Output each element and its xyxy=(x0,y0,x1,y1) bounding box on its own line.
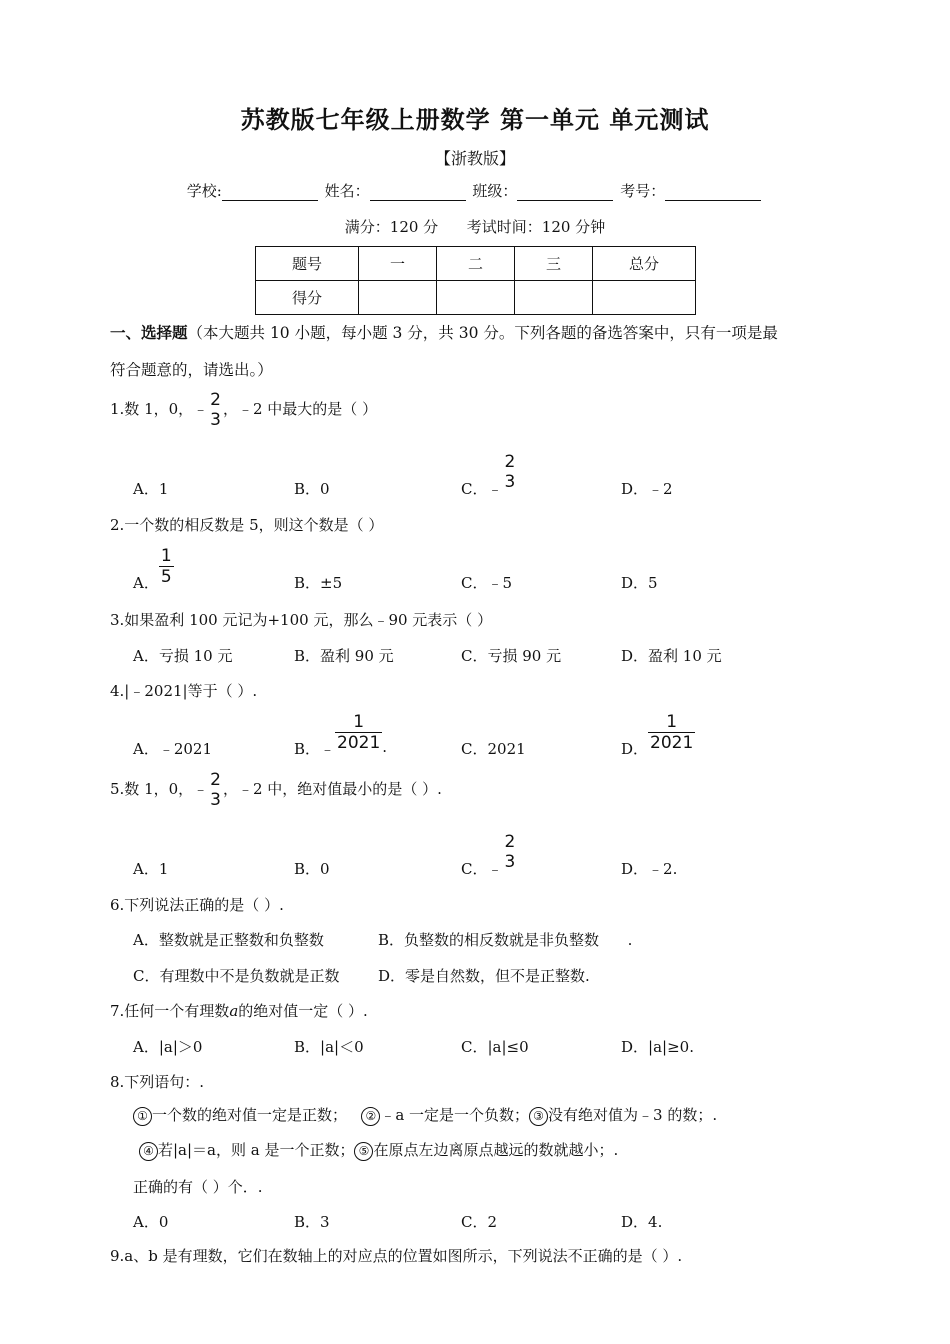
q6-option-c[interactable]: C．有理数中不是负数就是正数 xyxy=(133,967,340,985)
q8-option-d[interactable]: D．4. xyxy=(621,1213,663,1231)
q7-option-a[interactable]: A．|a|＞0 xyxy=(133,1038,203,1056)
class-blank[interactable] xyxy=(517,186,613,201)
q3-option-c[interactable]: C．亏损 90 元 xyxy=(461,647,562,665)
section-title: 一、选择题 xyxy=(110,324,188,342)
fraction-two-thirds: 2 3 xyxy=(210,770,221,810)
q1-option-c[interactable]: C．﹣ 2 3 xyxy=(461,452,516,498)
name-label: 姓名： xyxy=(324,182,370,200)
number-label: 考号： xyxy=(620,182,666,200)
question-5-stem xyxy=(110,770,442,810)
circled-5: ⑤ xyxy=(354,1142,373,1161)
q4-option-d[interactable]: D． $\frac{1}{2021}$ xyxy=(621,712,694,758)
circled-1: ① xyxy=(133,1107,152,1126)
q5-text: 5.数 1，0，﹣ xyxy=(110,780,209,798)
q4-option-c[interactable]: C．2021 xyxy=(461,740,526,758)
score-table-header: 题号 xyxy=(256,247,359,281)
score-cell[interactable] xyxy=(359,281,437,315)
q7-option-b[interactable]: B．|a|＜0 xyxy=(294,1038,364,1056)
section-heading xyxy=(110,321,778,343)
q5-option-d[interactable]: D．﹣2. xyxy=(621,860,678,878)
q4-option-b[interactable]: B．﹣ $\frac{1}{2021}$ . xyxy=(294,712,388,758)
page-title: 苏教版七年级上册数学 第一单元 单元测试 xyxy=(240,106,710,134)
circled-2: ② xyxy=(361,1107,380,1126)
score-table-header: 二 xyxy=(437,247,515,281)
q6-option-d[interactable]: D．零是自然数，但不是正整数. xyxy=(378,967,590,985)
circled-4: ④ xyxy=(139,1142,158,1161)
question-6-stem: 6.下列说法正确的是（ ）. xyxy=(110,896,284,914)
q7-text: 7.任何一个有理数 xyxy=(110,1002,230,1020)
q8-statement: 没有绝对值为﹣3 的数；. xyxy=(548,1106,718,1124)
fraction-one-fifth: $\frac{1}{5}$ xyxy=(160,546,172,587)
fraction-two-thirds: 2 3 xyxy=(210,390,221,430)
score-table xyxy=(255,246,696,315)
variable-a: a xyxy=(229,1002,239,1020)
q8-statement: 一个数的绝对值一定是正数； xyxy=(152,1106,348,1124)
circled-3: ③ xyxy=(529,1107,548,1126)
q2-option-d[interactable]: D．5 xyxy=(621,574,658,592)
q8-statement: 若|a|＝a，则 a 是一个正数； xyxy=(158,1141,355,1159)
question-9-stem: 9.a、b 是有理数，它们在数轴上的对应点的位置如图所示，下列说法不正确的是（ ）. xyxy=(110,1247,683,1265)
q8-count-line: 正确的有（ ）个．. xyxy=(133,1178,263,1196)
fraction-one-over-2021: $\frac{1}{2021}$ xyxy=(337,712,381,753)
q5-text: ，﹣2 中，绝对值最小的是（ ）. xyxy=(223,780,442,798)
q5-option-a[interactable]: A．1 xyxy=(133,860,169,878)
score-table-header: 一 xyxy=(359,247,437,281)
question-2-stem: 2.一个数的相反数是 5，则这个数是（ ） xyxy=(110,516,384,534)
q8-option-c[interactable]: C．2 xyxy=(461,1213,498,1231)
q5-option-b[interactable]: B．0 xyxy=(294,860,330,878)
section-desc-line2: 符合题意的，请选出。） xyxy=(110,361,273,379)
q8-option-a[interactable]: A．0 xyxy=(133,1213,169,1231)
q3-option-d[interactable]: D．盈利 10 元 xyxy=(621,647,722,665)
question-1-stem xyxy=(110,390,377,430)
q8-statements-line1 xyxy=(133,1104,717,1126)
q2-option-c[interactable]: C．﹣5 xyxy=(461,574,513,592)
question-3-stem: 3.如果盈利 100 元记为+100 元，那么﹣90 元表示（ ） xyxy=(110,611,493,629)
q6-option-a[interactable]: A．整数就是正整数和负整数 xyxy=(133,931,324,949)
score-table-header: 总分 xyxy=(593,247,696,281)
q3-option-b[interactable]: B．盈利 90 元 xyxy=(294,647,394,665)
q8-statements-line2 xyxy=(139,1139,618,1161)
score-table-header: 三 xyxy=(515,247,593,281)
score-cell[interactable] xyxy=(437,281,515,315)
question-4-stem: 4.|﹣2021|等于（ ）. xyxy=(110,682,258,700)
q7-text: 的绝对值一定（ ）. xyxy=(238,1002,368,1020)
score-table-header-row xyxy=(256,247,696,281)
school-label: 学校: xyxy=(186,182,222,200)
q1-text: ，﹣2 中最大的是（ ） xyxy=(223,400,378,418)
q8-option-b[interactable]: B．3 xyxy=(294,1213,330,1231)
school-blank[interactable] xyxy=(222,186,318,201)
name-blank[interactable] xyxy=(370,186,466,201)
section-desc: （本大题共 10 小题，每小题 3 分，共 30 分。下列各题的备选答案中，只有一项是最 xyxy=(187,324,778,342)
q6-option-b[interactable]: B．负整数的相反数就是非负整数 . xyxy=(378,931,633,949)
fraction-two-thirds: 2 3 xyxy=(504,832,516,872)
q4-option-a[interactable]: A．﹣2021 xyxy=(133,740,213,758)
q7-option-d[interactable]: D．|a|≥0. xyxy=(621,1038,694,1056)
number-blank[interactable] xyxy=(665,186,761,201)
q1-option-a[interactable]: A．1 xyxy=(133,480,169,498)
q8-statement: 在原点左边离原点越远的数就越小；. xyxy=(373,1141,619,1159)
q2-option-b[interactable]: B．±5 xyxy=(294,574,343,592)
q5-option-c[interactable]: C．﹣ 2 3 xyxy=(461,832,516,878)
score-row-label: 得分 xyxy=(256,281,359,315)
q2-option-a[interactable]: A． $\frac{1}{5}$ xyxy=(133,546,172,592)
q8-statement: ﹣a 一定是一个负数； xyxy=(380,1106,530,1124)
q1-option-d[interactable]: D．﹣2 xyxy=(621,480,673,498)
q1-option-b[interactable]: B．0 xyxy=(294,480,330,498)
fraction-one-over-2021: $\frac{1}{2021}$ xyxy=(650,712,694,753)
q1-text: 1.数 1，0，﹣ xyxy=(110,400,209,418)
score-time-line: 满分：120 分 考试时间：120 分钟 xyxy=(344,218,606,236)
q7-option-c[interactable]: C．|a|≤0 xyxy=(461,1038,529,1056)
q3-option-a[interactable]: A．亏损 10 元 xyxy=(133,647,233,665)
student-info-line xyxy=(0,180,950,201)
fraction-two-thirds: 2 3 xyxy=(504,452,516,492)
class-label: 班级： xyxy=(472,182,518,200)
score-cell[interactable] xyxy=(515,281,593,315)
score-cell[interactable] xyxy=(593,281,696,315)
question-7-stem xyxy=(110,1000,368,1021)
page-subtitle: 【浙教版】 xyxy=(434,149,515,168)
score-table-row xyxy=(256,281,696,315)
question-8-stem: 8.下列语句：. xyxy=(110,1073,205,1091)
